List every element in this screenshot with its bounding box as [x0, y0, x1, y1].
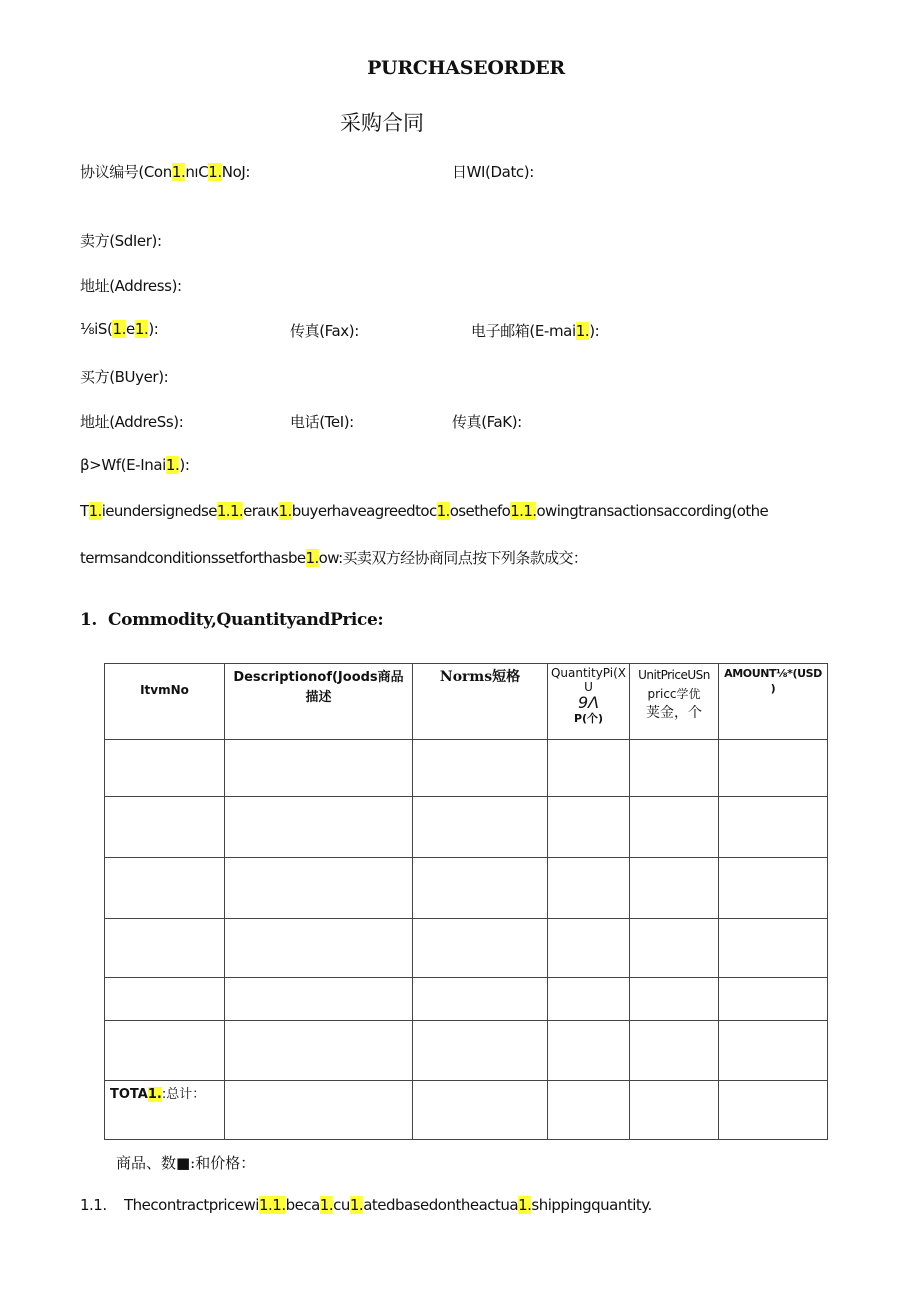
highlight: 1.: [208, 163, 222, 181]
table-cell[interactable]: [225, 919, 413, 978]
section-number: 1.: [80, 610, 97, 630]
highlight: 1.: [134, 320, 149, 338]
total-cell[interactable]: [548, 1081, 630, 1140]
table-header-row: [105, 664, 828, 740]
table-cell[interactable]: [630, 740, 719, 797]
buyer-email-label: [80, 456, 190, 474]
table-cell[interactable]: [413, 919, 548, 978]
text-run: atedbasedontheactua: [363, 1196, 519, 1214]
buyer-fax-label: 传真(FaK):: [452, 413, 522, 431]
header-description-text: Descriptionof(Joods商品描述: [233, 670, 404, 705]
table-cell[interactable]: [105, 797, 225, 858]
contract-no-text: nıC: [185, 163, 209, 181]
buyer-email-text: β>Wf(E-Inai: [80, 456, 166, 474]
seller-fax-label: 传真(Fax):: [290, 322, 359, 340]
table-row: [105, 1021, 828, 1081]
seller-email-label: [471, 320, 599, 341]
table-cell[interactable]: [105, 978, 225, 1021]
header-item-no: [105, 664, 225, 740]
total-cell[interactable]: [719, 1081, 828, 1140]
text-run: T: [80, 502, 89, 520]
table-cell[interactable]: [548, 1021, 630, 1081]
contract-no-text: 协议编号(Con: [80, 163, 172, 181]
document-title-cn: 采购合同: [340, 111, 424, 135]
header-quantity-line: QuantityPi(X: [550, 666, 627, 680]
seller-phone-label: [80, 320, 158, 338]
intro-paragraph-line2: [80, 547, 587, 568]
seller-label: 卖方(SdIer):: [80, 232, 162, 250]
text-run: ow:买卖双方经协商同点按下列条款成交：: [318, 549, 588, 567]
table-cell[interactable]: [719, 919, 828, 978]
highlight: 1.: [278, 502, 292, 520]
header-unit-price-text: [630, 664, 718, 725]
table-cell[interactable]: [105, 858, 225, 919]
table-cell[interactable]: [225, 797, 413, 858]
highlight: 1.1.: [510, 502, 537, 520]
highlight: 1.: [349, 1196, 364, 1214]
text-run: osethefo: [449, 502, 511, 520]
table-row: [105, 797, 828, 858]
header-norms: [413, 664, 548, 740]
header-quantity-line: U: [584, 680, 593, 694]
table-cell[interactable]: [413, 740, 548, 797]
buyer-email-text: ):: [179, 456, 190, 474]
highlight: 1.1.: [258, 1196, 286, 1214]
table-row: [105, 978, 828, 1021]
total-cell[interactable]: [413, 1081, 548, 1140]
table-cell[interactable]: [548, 797, 630, 858]
header-description: [225, 664, 413, 740]
highlight: 1.: [147, 1087, 162, 1102]
text-run: termsandconditionssetforthasbe: [80, 549, 306, 567]
header-amount-line: ): [770, 682, 776, 695]
table-cell[interactable]: [105, 740, 225, 797]
header-unit-price-line: 荚金，个: [646, 705, 702, 721]
total-label-text: TOTA: [110, 1087, 148, 1102]
table-cell[interactable]: [225, 978, 413, 1021]
date-label: 日WI(Datc):: [452, 163, 534, 181]
contract-no-text: NoJ:: [221, 163, 251, 181]
table-cell[interactable]: [225, 740, 413, 797]
table-cell[interactable]: [719, 978, 828, 1021]
table-cell[interactable]: [413, 1021, 548, 1081]
table-cell[interactable]: [719, 740, 828, 797]
table-cell[interactable]: [105, 1021, 225, 1081]
table-cell[interactable]: [548, 740, 630, 797]
text-run: eraικ: [243, 502, 279, 520]
table-cell[interactable]: [630, 978, 719, 1021]
buyer-label: 买方(BUyer):: [80, 368, 169, 386]
table-cell[interactable]: [719, 797, 828, 858]
clause-1-1: [80, 1196, 652, 1214]
document-title-en: PURCHASEORDER: [367, 57, 565, 79]
highlight: 1.: [305, 549, 319, 567]
header-unit-price-line: UnitPriceUSn: [638, 668, 710, 682]
total-label-text: :总计：: [161, 1087, 206, 1102]
clause-text: [124, 1196, 652, 1214]
text-run: cu: [333, 1196, 350, 1214]
table-cell[interactable]: [719, 1021, 828, 1081]
text-run: Thecontractpricewi: [124, 1196, 259, 1214]
header-unit-price: [630, 664, 719, 740]
table-cell[interactable]: [225, 858, 413, 919]
header-quantity-line: 9Λ: [577, 693, 600, 712]
buyer-phone-label: 电话(TeI):: [290, 413, 354, 431]
text-run: buyerhaveagreedtoc: [291, 502, 437, 520]
table-cell[interactable]: [105, 919, 225, 978]
table-cell[interactable]: [630, 858, 719, 919]
highlight: 1.1.: [216, 502, 244, 520]
clause-number: 1.1.: [80, 1196, 107, 1214]
highlight: 1.: [319, 1196, 334, 1214]
highlight: 1.: [436, 502, 450, 520]
total-label: [105, 1081, 224, 1109]
highlight: 1.: [165, 456, 180, 474]
text-run: owingtransactionsaccording(othe: [536, 502, 769, 520]
seller-address-label: 地址(Address):: [80, 277, 182, 295]
header-item-no-text: ItvmNo: [140, 683, 189, 697]
seller-email-text: ):: [589, 322, 600, 340]
header-quantity-text: [548, 664, 629, 728]
table-cell[interactable]: [548, 858, 630, 919]
header-norms-text: Norms短格: [439, 669, 521, 685]
header-amount-text: [719, 664, 827, 698]
total-cell[interactable]: [225, 1081, 413, 1140]
table-cell[interactable]: [630, 797, 719, 858]
table-cell[interactable]: [548, 919, 630, 978]
header-quantity-line: P(个): [573, 712, 604, 725]
table-cell[interactable]: [413, 858, 548, 919]
table-cell[interactable]: [413, 978, 548, 1021]
table-row: [105, 858, 828, 919]
highlight: 1.: [112, 320, 126, 338]
table-cell[interactable]: [548, 978, 630, 1021]
buyer-address-label: 地址(AddreSs):: [80, 413, 184, 431]
text-run: beca: [285, 1196, 320, 1214]
commodity-table: [104, 663, 828, 1140]
table-cell[interactable]: [630, 1021, 719, 1081]
table-cell[interactable]: [630, 919, 719, 978]
table-cell[interactable]: [719, 858, 828, 919]
highlight: 1.: [575, 322, 590, 340]
table-row: [105, 740, 828, 797]
table-cell[interactable]: [413, 797, 548, 858]
highlight: 1.: [171, 163, 186, 181]
seller-email-text: 电子邮箱(E-mai: [471, 322, 576, 340]
table-row: [105, 919, 828, 978]
header-amount: [719, 664, 828, 740]
header-amount-line: AMOUNT⅛*(USD: [724, 667, 822, 680]
highlight: 1.: [518, 1196, 532, 1214]
seller-phone-text: ):: [148, 320, 159, 338]
text-run: ieundersignedse: [101, 502, 217, 520]
seller-phone-text: ⅛iS(: [80, 320, 113, 338]
section-1-heading: [80, 610, 383, 630]
commodity-note-cn: 商品、数■:和价格：: [116, 1154, 256, 1172]
total-label-cell: [105, 1081, 225, 1140]
total-cell[interactable]: [630, 1081, 719, 1140]
header-quantity: [548, 664, 630, 740]
highlight: 1.: [88, 502, 102, 520]
contract-no-label: [80, 161, 250, 182]
table-cell[interactable]: [225, 1021, 413, 1081]
table-total-row: [105, 1081, 828, 1140]
seller-phone-text: e: [126, 320, 135, 338]
header-unit-price-line: pricc学优: [647, 687, 701, 701]
section-title: Commodity,QuantityandPrice:: [108, 610, 384, 630]
text-run: shippingquantity.: [531, 1196, 652, 1214]
intro-paragraph-line1: [80, 502, 768, 520]
